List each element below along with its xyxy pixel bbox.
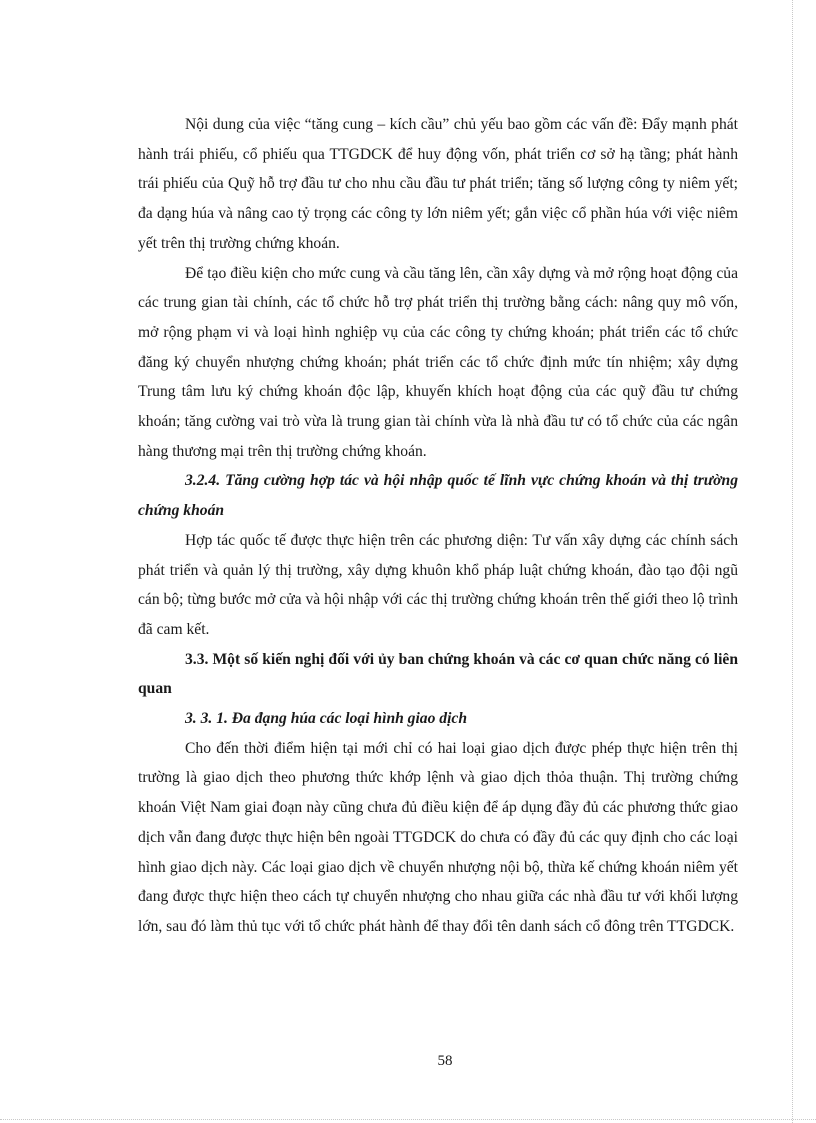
section-heading-3-3: 3.3. Một số kiến nghị đối với ủy ban chứng khoán và các cơ quan chức năng có liên quan xyxy=(138,650,738,698)
section-heading-3-2-4: 3.2.4. Tăng cường hợp tác và hội nhập quốc tế lĩnh vực chứng khoán và thị trường chứng khoán xyxy=(138,472,738,520)
page-border-bottom xyxy=(0,1119,816,1120)
paragraph-trung-gian-tai-chinh: Để tạo điều kiện cho mức cung và cầu tăng lên, cần xây dựng và mở rộng hoạt động của các trung gian tài chính, các tổ chức hỗ trợ phát triển thị trường bằng cách: nâng quy mô vốn, mở rộng phạm vi và loại hình nghiệp vụ của các công ty chứng khoán; phát triển các tổ chức đăng ký chuyển nhượng chứng khoán; phát triển các tổ chức định mức tín nhiệm; xây dựng Trung tâm lưu ký chứng khoán độc lập, khuyến khích hoạt động của các quỹ đầu tư chứng khoán; tăng cường vai trò vừa là trung gian tài chính vừa là nhà đầu tư có tổ chức của các ngân hàng thương mại trên thị trường chứng khoán. xyxy=(138,264,738,460)
paragraph-loai-hinh-giao-dich: Cho đến thời điểm hiện tại mới chỉ có hai loại giao dịch được phép thực hiện trên thị trường là giao dịch theo phương thức khớp lệnh và giao dịch thỏa thuận. Thị trường chứng khoán Việt Nam giai đoạn này cũng chưa đủ điều kiện để áp dụng đầy đủ các phương thức giao dịch vẫn đang được thực hiện bên ngoài TTGDCK do chưa có đầy đủ các quy định cho các loại hình giao dịch này. Các loại giao dịch về chuyển nhượng nội bộ, thừa kế chứng khoán niêm yết đang được thực hiện theo cách tự chuyển nhượng cho nhau giữa các nhà đầu tư với khối lượng lớn, sau đó làm thủ tục với tổ chức phát hành để thay đổi tên danh sách cổ đông trên TTGDCK. xyxy=(138,739,738,935)
paragraph-tang-cung-kich-cau: Nội dung của việc “tăng cung – kích cầu” chủ yếu bao gồm các vấn đề: Đẩy mạnh phát hành trái phiếu, cổ phiếu qua TTGDCK để huy động vốn, phát triển cơ sở hạ tầng; phát hành trái phiếu của Quỹ hỗ trợ đầu tư cho nhu cầu đầu tư phát triển; tăng số lượng công ty niêm yết; đa dạng húa và nâng cao tỷ trọng các công ty lớn niêm yết; gắn việc cổ phần húa với việc niêm yết trên thị trường chứng khoán. xyxy=(138,116,738,252)
page-border-right xyxy=(792,0,793,1123)
page-number: 58 xyxy=(437,1053,453,1069)
section-heading-3-3-1: 3. 3. 1. Đa đạng húa các loại hình giao dịch xyxy=(185,710,468,728)
document-body xyxy=(138,110,738,942)
paragraph-hop-tac-quoc-te: Hợp tác quốc tế được thực hiện trên các phương diện: Tư vấn xây dựng các chính sách phát triển và quản lý thị trường, xây dựng khuôn khổ pháp luật chứng khoán, đào tạo đội ngũ cán bộ; từng bước mở cửa và hội nhập với các thị trường chứng khoán trên thế giới theo lộ trình đã cam kết. xyxy=(138,531,738,638)
